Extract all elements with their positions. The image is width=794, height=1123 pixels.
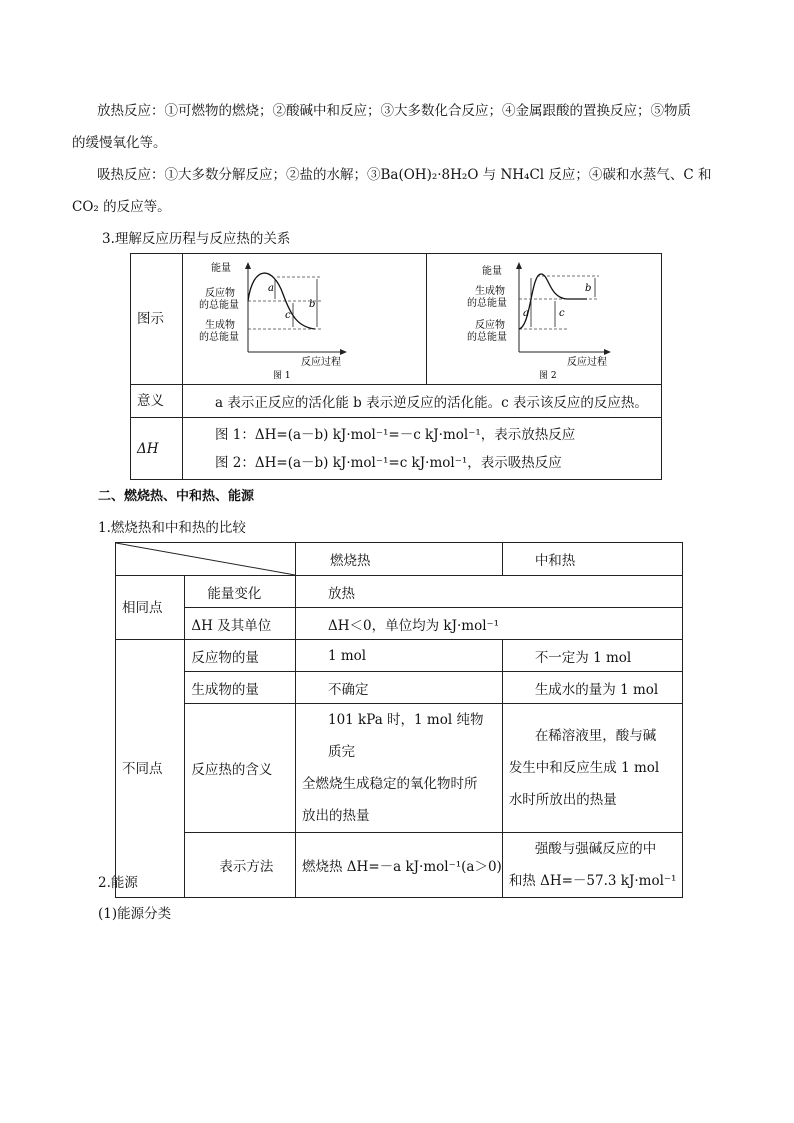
figure-1-cell — [183, 254, 427, 385]
energy-change-label: 能量变化 — [185, 576, 296, 608]
heading-energy: 2.能源 — [98, 875, 138, 891]
reactant-label: 反应物的量 — [185, 640, 296, 672]
header-combustion: 燃烧热 — [296, 543, 503, 576]
dh-figure-1: 图 1：ΔH=(a－b) kJ·mol⁻¹=－c kJ·mol⁻¹，表示放热反应 — [215, 426, 576, 443]
product-neutral: 生成水的量为 1 mol — [502, 672, 683, 704]
row-label-dh: ΔH — [131, 418, 183, 480]
dh-figure-2: 图 2：ΔH=(a－b) kJ·mol⁻¹=c kJ·mol⁻¹，表示吸热反应 — [215, 454, 562, 471]
product-label: 生成物的量 — [185, 672, 296, 704]
figure-2-cell — [427, 254, 662, 385]
label-a: a — [523, 308, 529, 319]
upper-level-label-2: 的总能量 — [199, 300, 239, 311]
energy-diagram-2 — [427, 254, 661, 380]
lower-level-label-2: 的总能量 — [199, 332, 239, 343]
reaction-heat-table — [130, 253, 662, 480]
diff-label: 不同点 — [116, 640, 185, 898]
label-c: c — [559, 308, 565, 319]
dh-unit-label: ΔH 及其单位 — [185, 608, 296, 640]
comparison-table — [115, 542, 683, 898]
x-axis-label: 反应过程 — [567, 357, 607, 368]
expr-combustion: 燃烧热 ΔH=－a kJ·mol⁻¹(a＞0) — [296, 833, 503, 898]
expr-label: 表示方法 — [185, 833, 296, 898]
label-b: b — [585, 283, 592, 294]
figure-caption: 图 2 — [539, 371, 557, 380]
header-neutralization: 中和热 — [502, 543, 683, 576]
meaning-label: 反应热的含义 — [185, 704, 296, 833]
heading-comparison: 1.燃烧热和中和热的比较 — [98, 520, 246, 536]
upper-level-label-2: 的总能量 — [467, 298, 507, 309]
diagonal-header-cell — [116, 543, 296, 576]
product-combustion: 不确定 — [296, 672, 503, 704]
row-label-meaning: 意义 — [131, 385, 183, 418]
heading-reaction-process: 3.理解反应历程与反应热的关系 — [102, 231, 291, 247]
upper-level-label: 反应物 — [205, 288, 235, 299]
endothermic-line-2: CO₂ 的反应等。 — [72, 199, 171, 215]
label-a: a — [268, 283, 274, 294]
lower-level-label: 生成物 — [205, 320, 235, 331]
diagonal-line — [116, 543, 295, 575]
energy-change-value: 放热 — [296, 576, 683, 608]
exothermic-line-2: 的缓慢氧化等。 — [72, 135, 167, 151]
reactant-neutral: 不一定为 1 mol — [502, 640, 683, 672]
dh-cell — [183, 418, 662, 480]
figure-caption: 图 1 — [273, 371, 291, 380]
reactant-combustion: 1 mol — [296, 640, 503, 672]
exothermic-line-1: 放热反应：①可燃物的燃烧；②酸碱中和反应；③大多数化合反应；④金属跟酸的置换反应；⑤物质 — [97, 103, 691, 119]
dh-unit-value: ΔH＜0，单位均为 kJ·mol⁻¹ — [296, 608, 683, 640]
meaning-combustion: 101 kPa 时，1 mol 纯物质完 全燃烧生成稳定的氧化物时所 放出的热量 — [296, 704, 503, 833]
meaning-text: a 表示正反应的活化能 b 表示逆反应的活化能。c 表示该反应的反应热。 — [215, 395, 648, 411]
y-axis-label: 能量 — [211, 263, 231, 274]
upper-level-label: 生成物 — [475, 286, 505, 297]
meaning-neutral: 在稀溶液里，酸与碱 发生中和反应生成 1 mol 水时所放出的热量 — [502, 704, 683, 833]
x-axis-label: 反应过程 — [301, 357, 341, 368]
label-c: c — [285, 310, 291, 321]
lower-level-label-2: 的总能量 — [467, 332, 507, 343]
expr-neutral: 强酸与强碱反应的中 和热 ΔH=－57.3 kJ·mol⁻¹ — [502, 833, 683, 898]
lower-level-label: 反应物 — [475, 320, 505, 331]
same-label: 相同点 — [116, 576, 185, 640]
y-axis-label: 能量 — [482, 266, 502, 277]
energy-diagram-1 — [183, 254, 426, 380]
endothermic-line-1: 吸热反应：①大多数分解反应；②盐的水解；③Ba(OH)₂·8H₂O 与 NH₄Cl 反应；④碳和水蒸气、C 和 — [97, 167, 712, 183]
label-b: b — [309, 299, 316, 310]
row-label-diagram: 图示 — [131, 254, 183, 385]
meaning-cell — [183, 385, 662, 418]
section-2-title: 二、燃烧热、中和热、能源 — [98, 489, 255, 504]
heading-energy-classification: (1)能源分类 — [98, 906, 172, 922]
